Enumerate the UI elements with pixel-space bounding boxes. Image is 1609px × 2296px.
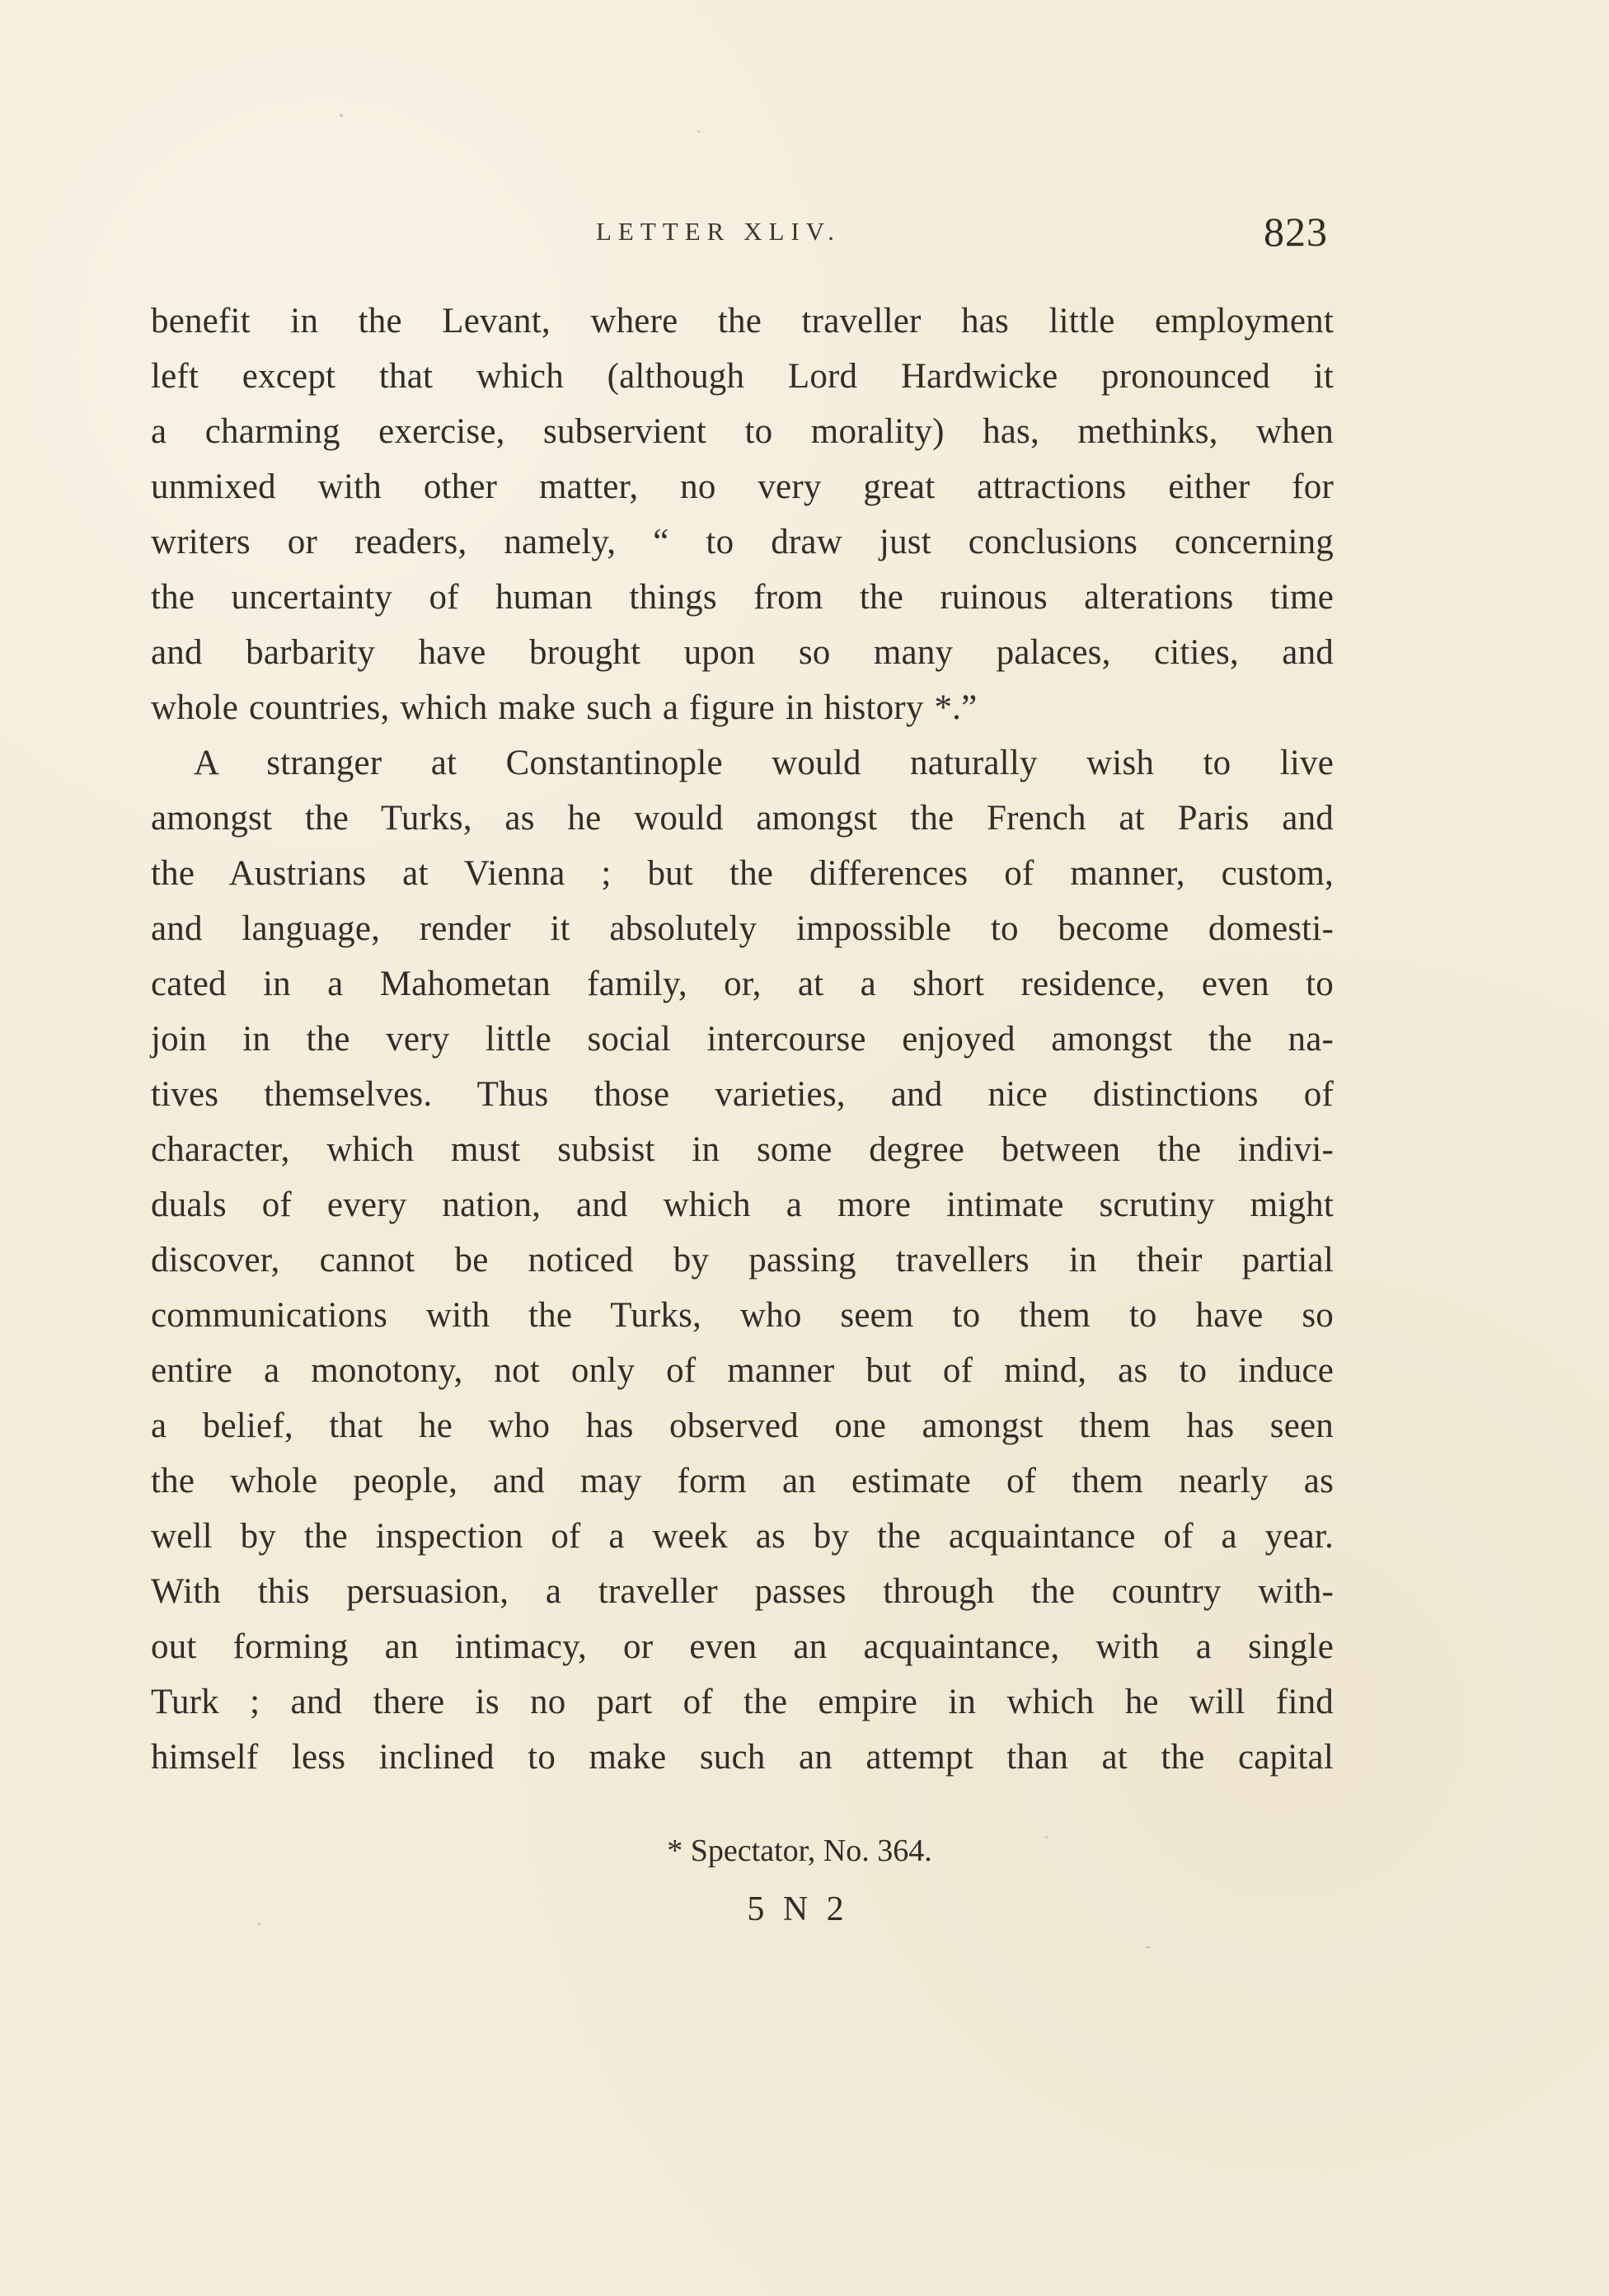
text-line: entire a monotony, not only of manner but of mind, as to induce (151, 1351, 1334, 1390)
text-line: duals of every nation, and which a more intimate scrutiny might (151, 1186, 1334, 1224)
page-header (0, 209, 1609, 261)
text-line: benefit in the Levant, where the traveller has little employment (151, 302, 1334, 340)
text-line: left except that which (although Lord Hardwicke pronounced it (151, 357, 1334, 396)
text-line: the Austrians at Vienna ; but the differences of manner, custom, (151, 854, 1334, 893)
text-line: join in the very little social intercourse enjoyed amongst the na- (151, 1020, 1334, 1059)
text-line: the uncertainty of human things from the ruinous alterations time (151, 578, 1334, 617)
text-line: cated in a Mahometan family, or, at a short residence, even to (151, 965, 1334, 1003)
body-text (151, 293, 1334, 1785)
text-line: communications with the Turks, who seem to them to have so (151, 1296, 1334, 1335)
text-line: a charming exercise, subservient to morality) has, methinks, when (151, 412, 1334, 451)
text-line: A stranger at Constantinople would naturally wish to live (194, 744, 1334, 782)
signature-mark: 5 N 2 (747, 1890, 849, 1928)
footnote: * Spectator, No. 364. (667, 1834, 932, 1868)
paper-speck (697, 130, 700, 133)
text-line: Turk ; and there is no part of the empire in which he will find (151, 1683, 1334, 1721)
text-line: and barbarity have brought upon so many palaces, cities, and (151, 633, 1334, 672)
paper-speck (1146, 1946, 1150, 1948)
text-line: a belief, that he who has observed one amongst them has seen (151, 1406, 1334, 1445)
text-line: discover, cannot be noticed by passing travellers in their partial (151, 1241, 1334, 1279)
paper-speck (1245, 1260, 1248, 1263)
running-title: LETTER XLIV. (596, 217, 841, 246)
text-line: and language, render it absolutely impossible to become domesti- (151, 909, 1334, 948)
text-line: whole countries, which make such a figure in history *.” (151, 688, 978, 727)
text-line: amongst the Turks, as he would amongst the French at Paris and (151, 799, 1334, 838)
paper-speck (1045, 1836, 1048, 1838)
text-line: With this persuasion, a traveller passes through the country with- (151, 1572, 1334, 1611)
paper-speck (258, 1923, 260, 1925)
text-line: unmixed with other matter, no very great attractions either for (151, 467, 1334, 506)
text-line: out forming an intimacy, or even an acquaintance, with a single (151, 1627, 1334, 1666)
paper-speck (340, 114, 343, 117)
text-line: the whole people, and may form an estimate of them nearly as (151, 1462, 1334, 1500)
text-line: writers or readers, namely, “ to draw just conclusions concerning (151, 523, 1334, 561)
page-number: 823 (1264, 209, 1328, 255)
text-line: well by the inspection of a week as by the acquaintance of a year. (151, 1517, 1334, 1556)
text-line: tives themselves. Thus those varieties, and nice distinctions of (151, 1075, 1334, 1114)
text-line: himself less inclined to make such an attempt than at the capital (151, 1738, 1334, 1777)
text-line: character, which must subsist in some degree between the indivi- (151, 1130, 1334, 1169)
